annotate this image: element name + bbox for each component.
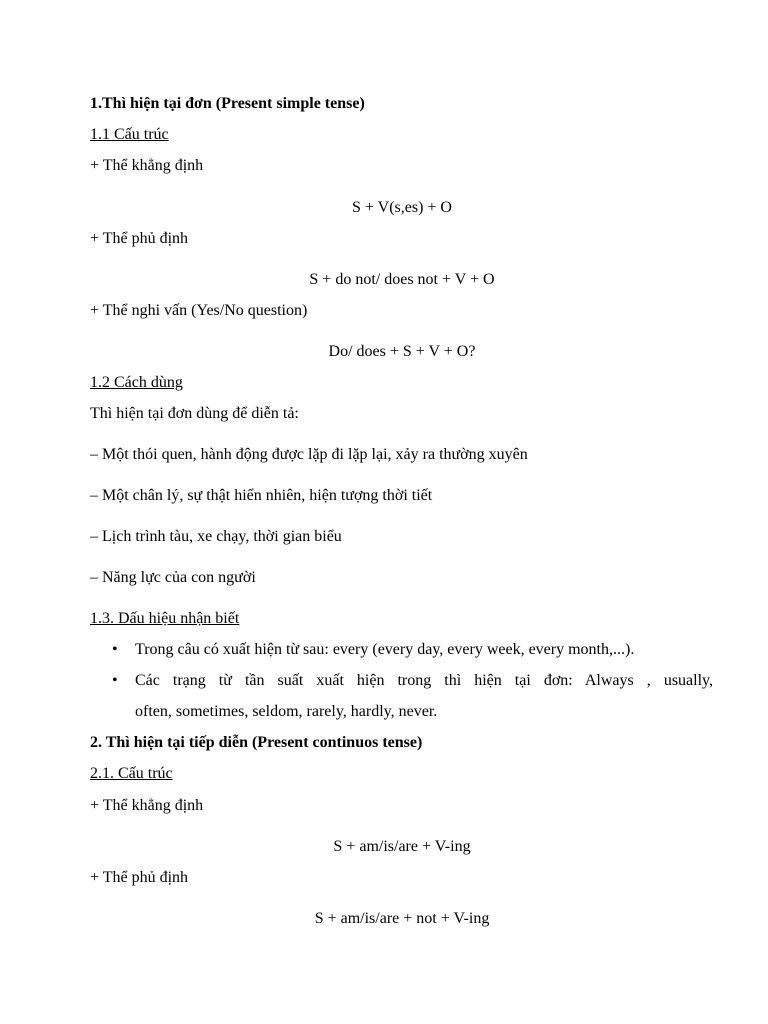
section-1-3-heading: 1.3. Dấu hiệu nhận biết: [90, 610, 240, 627]
signal-bullet-1: Trong câu có xuất hiện từ sau: every (every day, every week, every month,...).: [135, 641, 635, 658]
usage-intro: Thì hiện tại đơn dùng để diễn tả:: [90, 405, 299, 422]
negative-label: + Thể phủ định: [90, 230, 189, 247]
bullet-icon: •: [112, 672, 118, 689]
usage-item: – Một thói quen, hành động được lặp đi lặp lại, xảy ra thường xuyên: [90, 446, 528, 463]
bullet-icon: •: [112, 641, 118, 658]
section-1-1-heading: 1.1 Cấu trúc: [90, 126, 169, 143]
signal-bullet-2-line-2: often, sometimes, seldom, rarely, hardly, never.: [135, 703, 438, 720]
affirmative-formula-2: S + am/is/are + V-ing: [333, 838, 471, 855]
affirmative-label: + Thể khẳng định: [90, 157, 204, 174]
negative-formula: S + do not/ does not + V + O: [309, 271, 495, 288]
negative-formula-2: S + am/is/are + not + V-ing: [314, 910, 490, 927]
signal-bullet-2-line-1: Các trạng từ tần suất xuất hiện trong thì hiện tại đơn: Always , usually,: [135, 672, 713, 689]
section-2-heading: 2. Thì hiện tại tiếp diễn (Present continuos tense): [90, 734, 423, 751]
affirmative-formula: S + V(s,es) + O: [352, 199, 452, 216]
negative-label-2: + Thể phủ định: [90, 869, 189, 886]
section-1-heading: 1.Thì hiện tại đơn (Present simple tense): [90, 95, 365, 112]
usage-item: – Năng lực của con người: [90, 569, 256, 586]
usage-item: – Một chân lý, sự thật hiển nhiên, hiện tượng thời tiết: [90, 487, 433, 504]
section-1-2-heading: 1.2 Cách dùng: [90, 374, 183, 391]
section-2-1-heading: 2.1. Cấu trúc: [90, 765, 173, 782]
question-label: + Thể nghi vấn (Yes/No question): [90, 302, 308, 319]
usage-item: – Lịch trình tàu, xe chạy, thời gian biểu: [90, 528, 342, 545]
affirmative-label-2: + Thể khẳng định: [90, 797, 204, 814]
question-formula: Do/ does + S + V + O?: [328, 343, 476, 360]
